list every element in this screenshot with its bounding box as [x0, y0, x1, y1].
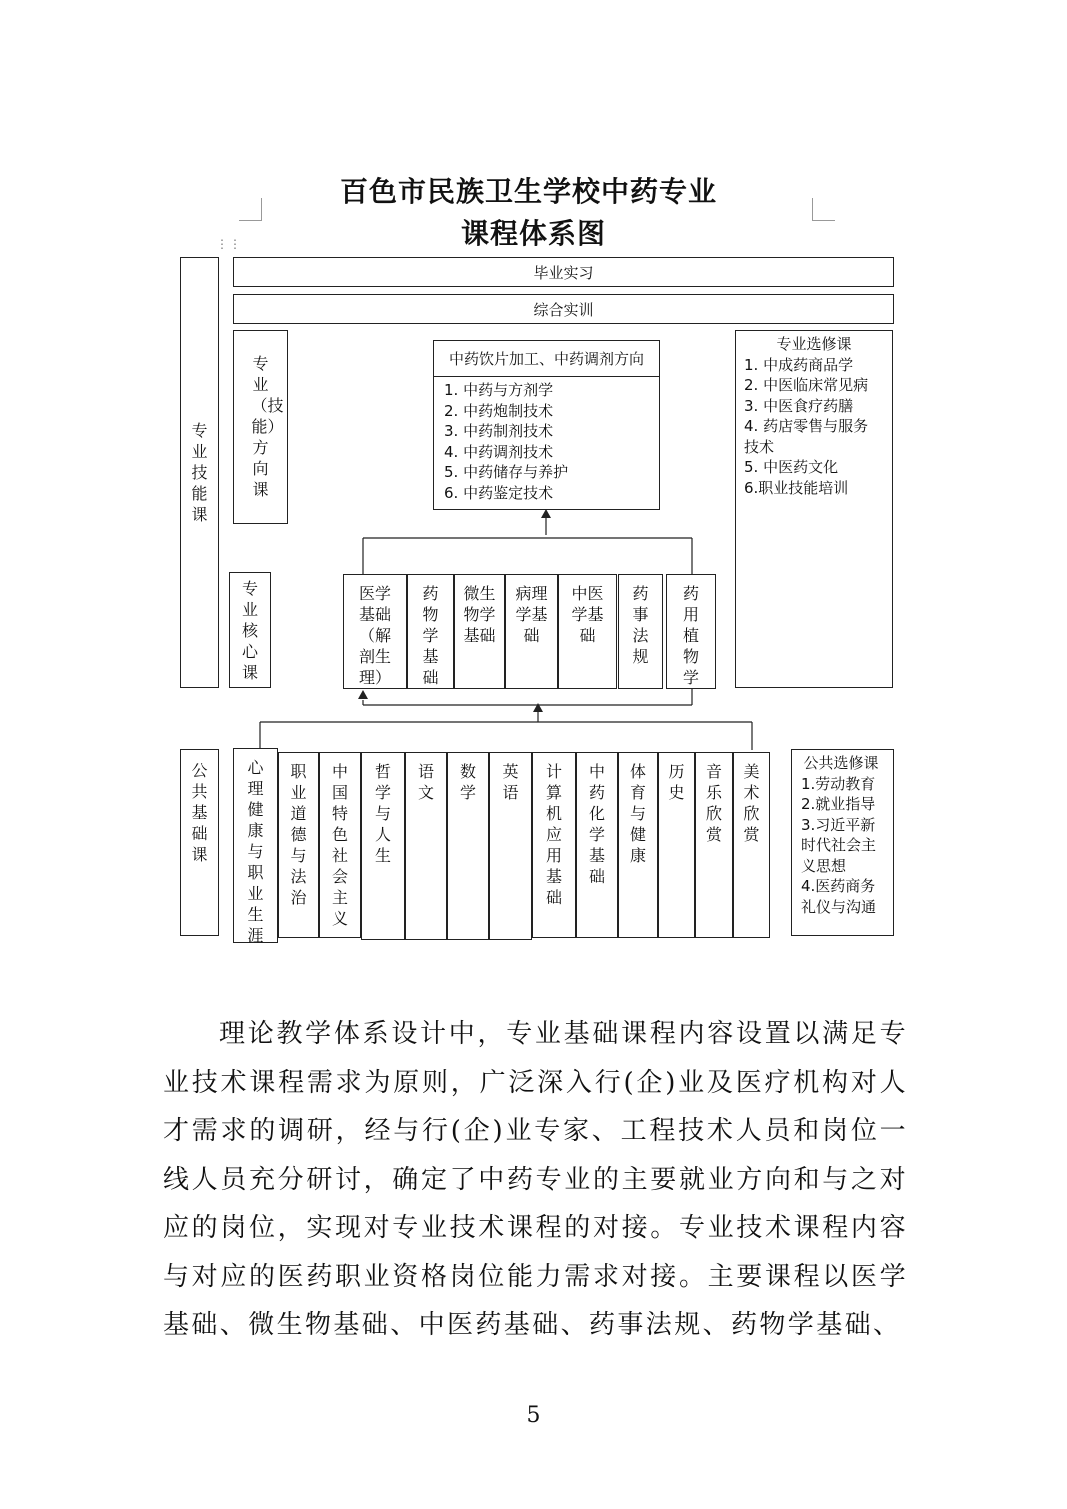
course-name: 中国特色社会主义 — [331, 762, 348, 928]
direction-course-list — [434, 377, 659, 503]
public-course-13 — [733, 752, 770, 938]
list-item: 2. 中医临床常见病 — [744, 376, 869, 394]
public-course-8 — [532, 752, 576, 938]
public-course-10 — [618, 752, 658, 938]
public-course-7 — [489, 752, 532, 940]
elective-list — [736, 331, 892, 498]
public-course-label — [180, 749, 219, 936]
public-course-2 — [278, 752, 319, 938]
core-course-3 — [454, 574, 505, 689]
course-name: 药物学基础 — [422, 584, 439, 687]
page-number: 5 — [526, 1403, 541, 1428]
bar-graduation-internship — [233, 257, 894, 287]
public-elective-header: 公共选修课 — [803, 754, 879, 772]
list-item: 2. 中药炮制技术 — [444, 401, 554, 420]
chart-title-line1: 百色市民族卫生学校中药专业 — [339, 175, 717, 208]
direction-header: 中药饮片加工、中药调剂方向 — [434, 341, 659, 377]
elective-header: 专业选修课 — [776, 335, 852, 353]
list-item: 6.职业技能培训 — [744, 478, 849, 497]
arrow-up-to-direction — [541, 509, 551, 518]
arrow-up-to-core-mid — [533, 703, 543, 712]
course-name: 药用植物学 — [682, 584, 699, 687]
list-item: 6. 中药鉴定技术 — [444, 483, 554, 502]
body-paragraph — [163, 1010, 908, 1350]
course-name: 哲学与人生 — [374, 762, 391, 865]
course-name: 医学基础（解剖生理） — [358, 584, 391, 687]
public-elective-list — [792, 750, 893, 917]
core-course-2 — [407, 574, 454, 689]
professional-elective-box — [735, 330, 893, 688]
public-course-4 — [361, 752, 405, 940]
list-item: 4. 中药调剂技术 — [444, 442, 554, 461]
public-course-9 — [576, 752, 618, 938]
course-name: 美术欣赏 — [743, 762, 760, 844]
course-name: 数学 — [459, 762, 476, 802]
public-course-5 — [405, 752, 447, 940]
course-name: 语文 — [417, 762, 434, 802]
course-name: 中药化学基础 — [588, 762, 605, 886]
list-item: 5. 中药储存与养护 — [444, 463, 569, 481]
list-item: 技术 — [744, 437, 775, 456]
list-item: 1. 中药与方剂学 — [444, 381, 554, 399]
core-course-1 — [343, 574, 407, 689]
list-item: 1. 中成药商品学 — [744, 355, 854, 374]
bar-label: 毕业实习 — [533, 263, 594, 282]
course-name: 病理学基础 — [515, 584, 548, 645]
course-name: 药事法规 — [632, 584, 649, 666]
bar-comprehensive-training — [233, 294, 894, 324]
direction-courses-box — [433, 340, 660, 510]
course-name: 音乐欣赏 — [705, 762, 722, 844]
list-item: 5. 中医药文化 — [744, 458, 839, 476]
course-name: 计算机应用基础 — [545, 762, 562, 907]
list-item: 3.习近平新时代社会主义思想 — [801, 815, 877, 875]
chart-title-line2: 课程体系图 — [460, 217, 606, 250]
paragraph-text: 理论教学体系设计中，专业基础课程内容设置以满足专业技术课程需求为原则，广泛深入行(企)业及医疗机构对人才需求的调研，经与行(企)业专家、工程技术人员和岗位一线人员充分研讨，确定了中药专业的主要就业方向和与之对应的岗位，实现对专业技术课程的对接。专业技术课程内容与对应的医药职业资格岗位能力需求对接。主要课程以医学基础、微生物基础、中医药基础、药事法规、药物学基础、 — [163, 1019, 908, 1340]
list-item: 1.劳动教育 — [801, 774, 876, 793]
core-course-label — [229, 572, 271, 688]
public-course-11 — [658, 752, 695, 938]
public-label-text: 公共基础课 — [191, 761, 208, 864]
public-course-1 — [233, 748, 278, 943]
public-elective-box — [791, 749, 894, 936]
course-name: 英语 — [502, 762, 519, 802]
course-name: 微生物学基础 — [463, 584, 496, 645]
core-course-4 — [505, 574, 558, 689]
arrow-up-to-core — [358, 690, 368, 699]
list-item: 3. 中药制剂技术 — [444, 422, 554, 440]
list-item: 4. 药店零售与服务 — [744, 417, 869, 435]
list-item: 2.就业指导 — [801, 795, 876, 813]
table-move-handle-icon[interactable]: ⋮⋮ — [216, 237, 242, 251]
core-course-6 — [618, 574, 663, 689]
core-label-text: 专业核心课 — [241, 578, 258, 682]
list-item: 3. 中医食疗药膳 — [744, 396, 854, 415]
course-name: 历史 — [668, 762, 685, 802]
course-name: 体育与健康 — [629, 762, 646, 865]
public-course-6 — [447, 752, 489, 940]
course-name: 职业道德与法治 — [290, 762, 307, 907]
core-course-5 — [558, 574, 617, 689]
core-course-7 — [666, 574, 716, 689]
course-name: 心理健康与职业生涯 — [247, 758, 264, 945]
list-item: 4.医药商务礼仪与沟通 — [801, 877, 877, 916]
bar-label: 综合实训 — [533, 300, 594, 319]
public-course-12 — [695, 752, 733, 938]
direction-label-text: 专业（技能）方向课 — [251, 354, 284, 499]
group-label-professional-skills — [180, 257, 219, 688]
course-name: 中医学基础 — [571, 584, 604, 645]
direction-course-label — [233, 330, 288, 524]
group-label-text: 专业技能课 — [191, 421, 208, 524]
public-course-3 — [319, 752, 361, 938]
